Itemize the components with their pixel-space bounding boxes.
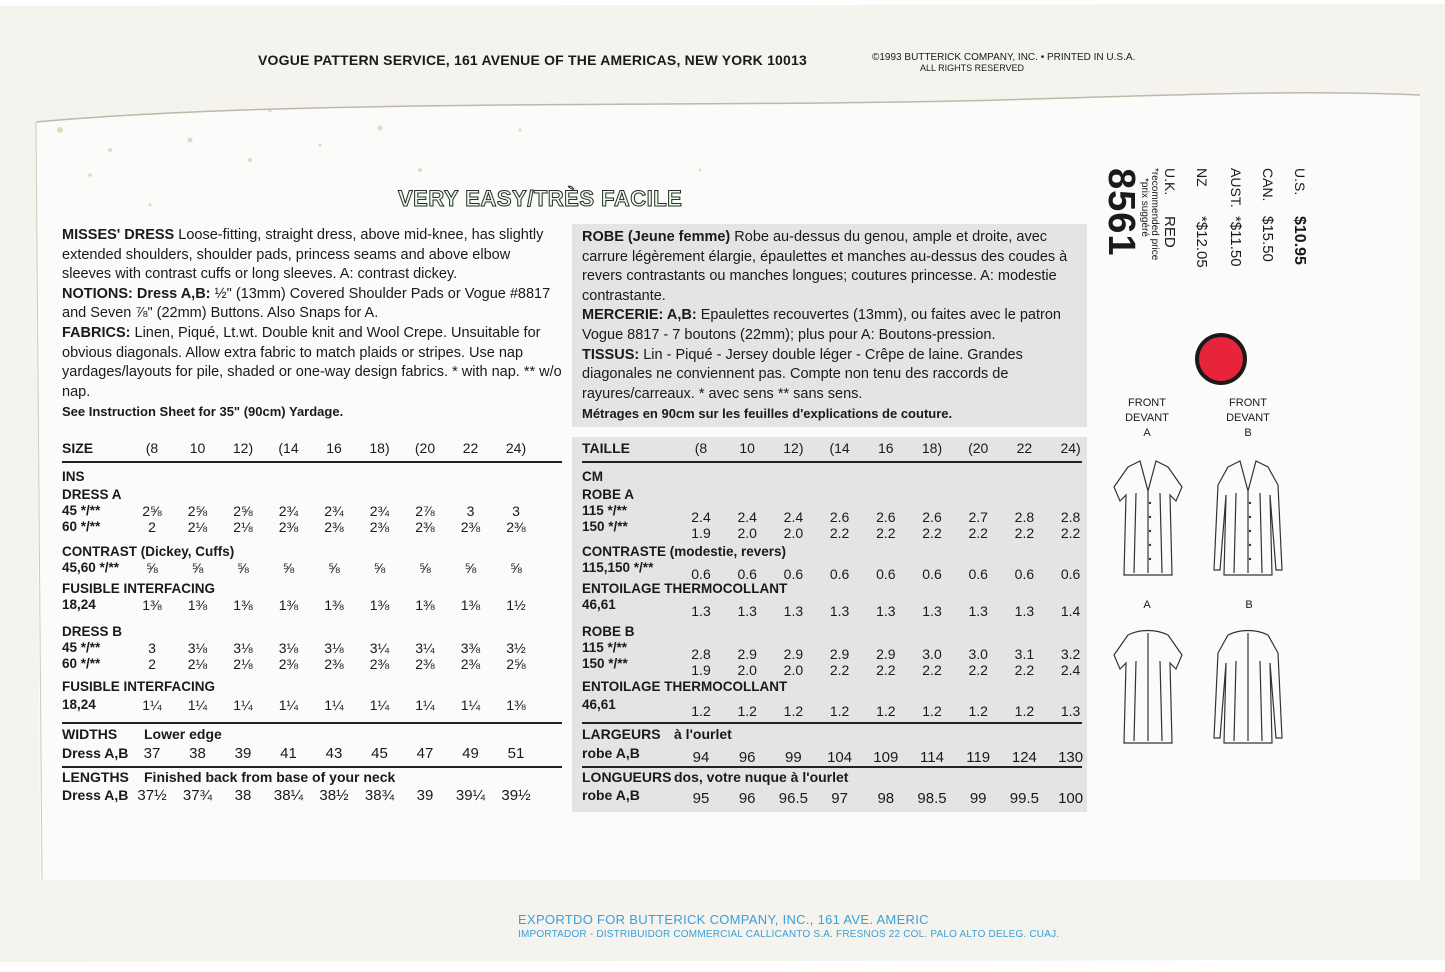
en-cell: 2¾ (324, 503, 344, 519)
en-rule-mid (62, 722, 562, 724)
fr-row-label: ENTOILAGE THERMOCOLLANT (582, 679, 788, 694)
en-cell: 2⅜ (324, 519, 344, 535)
fr-cell: 2.8 (1060, 509, 1081, 525)
en-unit: INS (62, 469, 85, 484)
en-cell: 2¾ (278, 503, 299, 519)
fr-rule-mid (582, 722, 1082, 724)
en-cell: ⅝ (146, 560, 158, 576)
fr-cell: 3.2 (1060, 646, 1081, 662)
fr-cell: 1.2 (922, 703, 942, 719)
en-length-cell: 38¾ (364, 787, 395, 804)
fr-size-7: 22 (1016, 440, 1033, 456)
fr-width-cell: 99 (785, 749, 802, 766)
en-row-label: DRESS B (62, 624, 123, 639)
dress-sketches (1100, 445, 1290, 785)
en-cell: 1⅜ (324, 597, 344, 613)
misses-text: Loose-fitting, straight dress, above mid-knee, has slightly extended shoulders, shoulder pads, princess seams and above elbow sleeves with contrast cuffs or long sleeves. A: contrast dickey. (62, 227, 544, 283)
fr-cell: 2.2 (829, 525, 850, 541)
fr-cell: 2.0 (783, 662, 804, 678)
fabrics-label: FABRICS: (62, 324, 131, 341)
fr-cell: 1.3 (876, 603, 896, 619)
fr-cell: 3.0 (922, 646, 942, 662)
mercerie-text: Epaulettes recouvertes (13mm), ou faites avec le patron Vogue 8817 - 7 boutons (22mm); plus pour A: Boutons-pression. (582, 307, 1061, 343)
fr-cell: 1.4 (1060, 603, 1081, 619)
fr-width-cell: 96 (738, 749, 756, 766)
fr-cell: 0.6 (1060, 566, 1081, 582)
fr-size-0: (8 (694, 440, 708, 456)
tissus-text: Lin - Piqué - Jersey double léger - Crêpe de laine. Grandes diagonales ne conviennent pas. Compte non tenu des raccords de rayures/carreaux. * avec sens ** sans sens. (582, 346, 1023, 402)
fr-row-label: ROBE A (582, 487, 635, 502)
en-cell: 2⅜ (506, 519, 526, 535)
fr-cell: 2.2 (968, 525, 988, 541)
en-length-cell: 37½ (137, 787, 167, 804)
en-cell: 1⅜ (187, 597, 208, 613)
fr-widths-sub: à l'ourlet (674, 726, 732, 742)
notions-label: NOTIONS: Dress A,B: (62, 285, 211, 302)
fr-size-6: (20 (968, 440, 989, 456)
en-cell: 3¼ (415, 640, 435, 656)
fr-cell: 0.6 (922, 566, 942, 582)
fr-length-cell: 100 (1058, 790, 1084, 807)
footer-line1b: 161 AVE. AMERIC (817, 912, 929, 927)
en-cell: ⅝ (464, 560, 477, 576)
robe-label: ROBE (Jeune femme) (582, 229, 731, 245)
en-cell: 1⅜ (142, 597, 162, 613)
en-cell: 2⅜ (369, 656, 390, 672)
price-value: *$11.50 (1227, 216, 1244, 267)
view-b-front-line2: DEVANT (1226, 412, 1270, 424)
metrages-note: Métrages en 90cm sur les feuilles d'explications de couture. (582, 406, 953, 422)
en-size-6: (20 (414, 440, 436, 456)
en-length-cell: 38½ (319, 787, 349, 804)
en-length-cell: 38 (234, 787, 252, 804)
en-cell: 1½ (506, 597, 526, 613)
en-cell: 3 (512, 503, 520, 519)
fr-widths-row-label: robe A,B (582, 745, 640, 761)
en-size-5: 18) (369, 440, 390, 456)
fr-row-label: ROBE B (582, 624, 635, 639)
fr-size-label: TAILLE (582, 440, 630, 456)
en-size-label: SIZE (62, 440, 94, 456)
fr-size-4: 16 (878, 440, 894, 456)
fr-cell: 0.6 (783, 566, 804, 582)
view-a-front-line2: DEVANT (1125, 412, 1169, 424)
en-cell: 1¼ (369, 697, 390, 713)
footer-exporter (518, 912, 929, 927)
en-cell: ⅝ (419, 560, 431, 576)
en-row-label: 18,24 (62, 697, 96, 712)
fabrics-text: Linen, Piqué, Lt.wt. Double knit and Wool Crepe. Unsuitable for obvious diagonals. Allow extra fabric to match plaids or stripes. Use nap yardages/layouts for pile, shaded or one-way design fabrics. * with nap. ** w/o nap. (62, 324, 562, 400)
fr-cell: 1.2 (691, 703, 711, 719)
fr-cell: 1.3 (1014, 603, 1035, 619)
suggested-note: *prix suggéré (1139, 178, 1150, 237)
en-row-label: DRESS A (62, 487, 122, 502)
fr-row-label: 150 */** (582, 519, 628, 534)
en-row-label: 45,60 */** (62, 560, 120, 575)
fr-length-cell: 97 (831, 790, 848, 807)
fr-length-cell: 96.5 (778, 790, 808, 807)
fr-cell: 2.8 (1014, 509, 1035, 525)
fr-cell: 2.9 (829, 646, 850, 662)
fr-row-label: 46,61 (582, 697, 616, 712)
en-cell: 1¼ (415, 697, 435, 713)
color-dot (1192, 330, 1250, 388)
en-cell: 1⅜ (415, 597, 435, 613)
en-row-label: CONTRAST (Dickey, Cuffs) (62, 544, 235, 559)
en-size-4: 16 (326, 440, 342, 456)
fr-cell: 2.2 (829, 662, 850, 678)
en-row-label: 60 */** (62, 656, 101, 671)
en-row-label: 18,24 (62, 597, 96, 612)
fr-length-cell: 99 (969, 790, 987, 807)
mercerie-label: MERCERIE: A,B: (582, 307, 697, 324)
fr-cell: 2.4 (1060, 662, 1081, 678)
en-cell: 3⅛ (324, 640, 344, 656)
fr-width-cell: 114 (920, 749, 944, 766)
header-rights: ALL RIGHTS RESERVED (920, 63, 1025, 73)
en-cell: 1⅜ (233, 597, 253, 613)
en-rule-top (62, 461, 562, 463)
en-cell: ⅝ (237, 560, 249, 576)
fr-rule-low (582, 766, 1082, 768)
en-cell: 1⅜ (278, 597, 299, 613)
misses-label: MISSES' DRESS (62, 227, 175, 243)
en-rule-low (62, 766, 562, 768)
fr-cell: 1.3 (783, 603, 804, 619)
en-widths-row-label: Dress A,B (62, 745, 129, 761)
fr-cell: 0.6 (829, 566, 850, 582)
en-lengths-label: LENGTHS (62, 769, 129, 785)
en-cell: 2⅜ (460, 656, 481, 672)
fr-width-cell: 109 (873, 749, 899, 766)
en-widths-label: WIDTHS (62, 726, 118, 742)
tissus-label: TISSUS: (582, 346, 640, 363)
fr-rule-top (582, 461, 1082, 463)
fr-cell: 1.3 (829, 603, 850, 619)
price-country: U.S. (1292, 168, 1308, 196)
en-size-2: 12) (232, 440, 254, 456)
en-cell: 1¼ (233, 697, 253, 713)
view-a-front-label (1115, 396, 1179, 441)
en-cell: 2 (148, 519, 156, 535)
en-lengths-sub: Finished back from base of your neck (144, 769, 396, 785)
footer-line1a: EXPORTDO FOR BUTTERICK COMPANY, INC., (518, 912, 814, 927)
en-cell: 2⅛ (187, 656, 208, 672)
en-cell: 2⅝ (187, 503, 208, 519)
fr-row-label: 46,61 (582, 597, 616, 612)
en-row-label: 60 */** (62, 519, 101, 534)
en-cell: 2⅜ (278, 656, 299, 672)
en-width-cell: 38 (189, 745, 206, 762)
en-cell: 3 (148, 640, 156, 656)
price-country: NZ (1194, 168, 1210, 187)
fr-cell: 1.3 (737, 603, 757, 619)
fr-size-3: (14 (829, 440, 850, 456)
fr-cell: 2.4 (783, 509, 804, 525)
fr-cell: 2.6 (922, 509, 942, 525)
difficulty-title: VERY EASY/TRÈS FACILE (398, 186, 683, 211)
fr-cell: 2.2 (876, 662, 896, 678)
fr-row-label: ENTOILAGE THERMOCOLLANT (582, 581, 788, 596)
fr-cell: 2.2 (922, 662, 942, 678)
en-cell: 2⅜ (324, 656, 344, 672)
en-widths-sub: Lower edge (144, 726, 222, 742)
price-country: AUST. (1228, 168, 1244, 208)
en-cell: 2⅛ (233, 656, 253, 672)
en-cell: ⅝ (328, 560, 340, 576)
header-copyright: ©1993 BUTTERICK COMPANY, INC. • PRINTED IN U.S.A. (872, 52, 1136, 63)
view-b-front-line3: B (1244, 427, 1252, 439)
en-width-cell: 51 (507, 745, 525, 762)
dress-a-back-sketch (1114, 631, 1182, 744)
en-cell: ⅝ (373, 560, 386, 576)
fr-cell: 1.3 (1060, 703, 1081, 719)
fr-cell: 2.9 (876, 646, 896, 662)
fr-cell: 2.0 (737, 662, 757, 678)
fr-cell: 2.2 (876, 525, 896, 541)
en-size-1: 10 (189, 440, 206, 456)
fr-cell: 0.6 (876, 566, 896, 582)
en-cell: 3⅛ (187, 640, 208, 656)
en-cell: 1¼ (142, 697, 162, 713)
fr-cell: 2.7 (968, 509, 988, 525)
fr-cell: 2.4 (691, 509, 711, 525)
fr-cell: 2.4 (737, 509, 757, 525)
en-width-cell: 49 (462, 745, 479, 762)
fr-width-cell: 94 (692, 749, 710, 766)
en-width-cell: 43 (325, 745, 343, 762)
en-cell: 2¾ (369, 503, 390, 519)
view-a-front-line1: FRONT (1128, 397, 1166, 409)
en-cell: 2⅝ (233, 503, 253, 519)
en-row-label: FUSIBLE INTERFACING (62, 679, 216, 694)
en-cell: 2 (148, 656, 156, 672)
fr-row-label: CONTRASTE (modestie, revers) (582, 544, 787, 559)
fr-cell: 1.2 (1014, 703, 1035, 719)
en-cell: 1¼ (460, 697, 481, 713)
fr-cell: 1.3 (691, 603, 711, 619)
fr-row-label: 115 */** (582, 640, 628, 655)
fr-row-label: 115 */** (582, 503, 628, 518)
en-cell: 1⅜ (460, 597, 481, 613)
fr-cell: 1.3 (922, 603, 942, 619)
view-b-front-label (1216, 396, 1280, 441)
fr-cell: 2.9 (783, 646, 804, 662)
en-row-label: 45 */** (62, 503, 101, 518)
en-cell: 2⅜ (369, 519, 390, 535)
fr-cell: 2.2 (1060, 525, 1081, 541)
view-b-back-label: B (1245, 599, 1253, 611)
en-cell: 2⅜ (278, 519, 299, 535)
price-value: *$12.05 (1193, 216, 1210, 268)
fr-cell: 1.9 (691, 525, 711, 541)
fr-widths-label: LARGEURS (582, 726, 661, 742)
en-cell: 2⅜ (415, 519, 435, 535)
en-cell: 1¼ (187, 697, 208, 713)
price-country: U.K. (1162, 168, 1178, 196)
fr-cell: 0.6 (691, 566, 711, 582)
fr-cell: 0.6 (737, 566, 757, 582)
fr-length-cell: 98 (877, 790, 895, 807)
en-cell: 3¼ (369, 640, 390, 656)
dress-b-back-sketch (1214, 631, 1282, 744)
fr-cell: 0.6 (968, 566, 988, 582)
en-length-cell: 39¼ (455, 787, 486, 804)
en-cell: ⅝ (191, 560, 204, 576)
en-cell: 1⅜ (506, 697, 526, 713)
footer-importer: IMPORTADOR - DISTRIBUIDOR COMMERCIAL CALLICANTO S.A. FRESNOS 22 COL. PALO ALTO DELEG. CUAJ. (518, 929, 1060, 940)
notions-text: ½" (13mm) Covered Shoulder Pads or Vogue #8817 and Seven ⅞" (22mm) Buttons. Also Snaps for A. (62, 285, 551, 322)
fr-cell: 1.2 (829, 703, 850, 719)
dress-a-front-sketch (1114, 461, 1182, 575)
fr-cell: 2.9 (737, 646, 757, 662)
fr-row-label: 115,150 */** (582, 560, 654, 575)
french-description (582, 228, 1082, 425)
fr-cell: 1.9 (691, 662, 711, 678)
view-b-front-line1: FRONT (1229, 397, 1267, 409)
fr-width-cell: 104 (827, 749, 853, 766)
fr-cell: 2.2 (968, 662, 988, 678)
fr-cell: 2.2 (922, 525, 942, 541)
en-cell: 3⅛ (233, 640, 253, 656)
fr-cell: 1.2 (876, 703, 896, 719)
price-country: CAN. (1260, 168, 1276, 202)
en-size-0: (8 (145, 440, 159, 456)
en-cell: 2⅞ (415, 503, 435, 519)
en-cell: 3⅜ (460, 640, 481, 656)
en-length-cell: 38¼ (273, 787, 304, 804)
fr-cell: 0.6 (1014, 566, 1035, 582)
en-length-cell: 39½ (501, 787, 531, 804)
fr-width-cell: 130 (1058, 749, 1084, 766)
en-width-cell: 45 (371, 745, 388, 762)
en-row-label: FUSIBLE INTERFACING (62, 581, 216, 596)
en-cell: 2⅝ (506, 656, 526, 672)
en-width-cell: 41 (280, 745, 297, 762)
en-row-label: 45 */** (62, 640, 101, 655)
fr-cell: 2.2 (1014, 525, 1035, 541)
en-lengths-row-label: Dress A,B (62, 787, 129, 803)
fr-length-cell: 96 (738, 790, 756, 807)
en-length-cell: 39 (416, 787, 434, 804)
header-service-line: VOGUE PATTERN SERVICE, 161 AVENUE OF THE AMERICAS, NEW YORK 10013 (258, 52, 808, 68)
en-width-cell: 47 (416, 745, 434, 762)
en-cell: 1¼ (324, 697, 344, 713)
recommended-note: *recommended price (1149, 168, 1160, 261)
fr-size-8: 24) (1060, 440, 1081, 456)
pattern-number: 8561 (1100, 168, 1142, 257)
fr-lengths-row-label: robe A,B (582, 787, 640, 803)
en-cell: 2⅛ (187, 519, 208, 535)
fr-size-1: 10 (739, 440, 755, 456)
fr-cell: 1.2 (783, 703, 804, 719)
fr-cell: 1.2 (968, 703, 988, 719)
fr-width-cell: 119 (966, 749, 991, 766)
en-size-3: (14 (278, 440, 299, 456)
fr-cell: 2.0 (783, 525, 804, 541)
en-cell: 2⅜ (460, 519, 481, 535)
dress-b-front-sketch (1214, 461, 1282, 575)
en-cell: 1⅜ (369, 597, 390, 613)
en-cell: 3 (466, 503, 475, 519)
en-length-cell: 37¾ (182, 787, 213, 804)
fr-length-cell: 95 (692, 790, 710, 807)
fr-cell: 1.3 (968, 603, 988, 619)
fr-length-cell: 99.5 (1009, 790, 1039, 807)
fr-length-cell: 98.5 (917, 790, 947, 807)
english-description (62, 226, 562, 423)
fr-unit: CM (582, 469, 603, 484)
instruction-note: See Instruction Sheet for 35" (90cm) Yardage. (62, 404, 344, 420)
en-size-7: 22 (462, 440, 479, 456)
en-size-8: 24) (505, 440, 527, 456)
en-cell: 2⅜ (415, 656, 435, 672)
en-width-cell: 39 (234, 745, 252, 762)
fr-width-cell: 124 (1011, 749, 1037, 766)
fr-cell: 2.0 (737, 525, 757, 541)
fr-cell: 2.6 (876, 509, 896, 525)
en-cell: 1¼ (278, 697, 299, 713)
en-width-cell: 37 (143, 745, 161, 762)
price-value: RED (1161, 216, 1178, 248)
fr-cell: 3.0 (968, 646, 988, 662)
en-cell: ⅝ (510, 560, 522, 576)
view-a-back-label: A (1143, 599, 1151, 611)
en-cell: ⅝ (282, 560, 295, 576)
fr-cell: 2.6 (829, 509, 850, 525)
robe-text: Robe au-dessus du genou, ample et droite, avec carrure légèrement élargie, épaulettes et manches au-dessus des coudes à revers contrastants ou manches longues; coutures princesse. A: modestie contrastante. (582, 229, 1068, 304)
fr-cell: 2.8 (691, 646, 711, 662)
fr-cell: 3.1 (1014, 646, 1035, 662)
en-cell: 3⅛ (278, 640, 299, 656)
en-cell: 3½ (506, 640, 526, 656)
fr-cell: 1.2 (737, 703, 757, 719)
fr-row-label: 150 */** (582, 656, 628, 671)
price-value: $15.50 (1259, 216, 1276, 262)
fr-size-5: 18) (921, 440, 943, 456)
view-a-front-line3: A (1143, 427, 1151, 439)
fr-cell: 2.2 (1014, 662, 1035, 678)
fr-size-2: 12) (783, 440, 804, 456)
en-cell: 2⅛ (233, 519, 253, 535)
fr-lengths-sub: dos, votre nuque à l'ourlet (674, 769, 849, 785)
price-value: $10.95 (1291, 216, 1308, 265)
fr-lengths-label: LONGUEURS (582, 769, 672, 785)
en-cell: 2⅝ (142, 503, 162, 519)
